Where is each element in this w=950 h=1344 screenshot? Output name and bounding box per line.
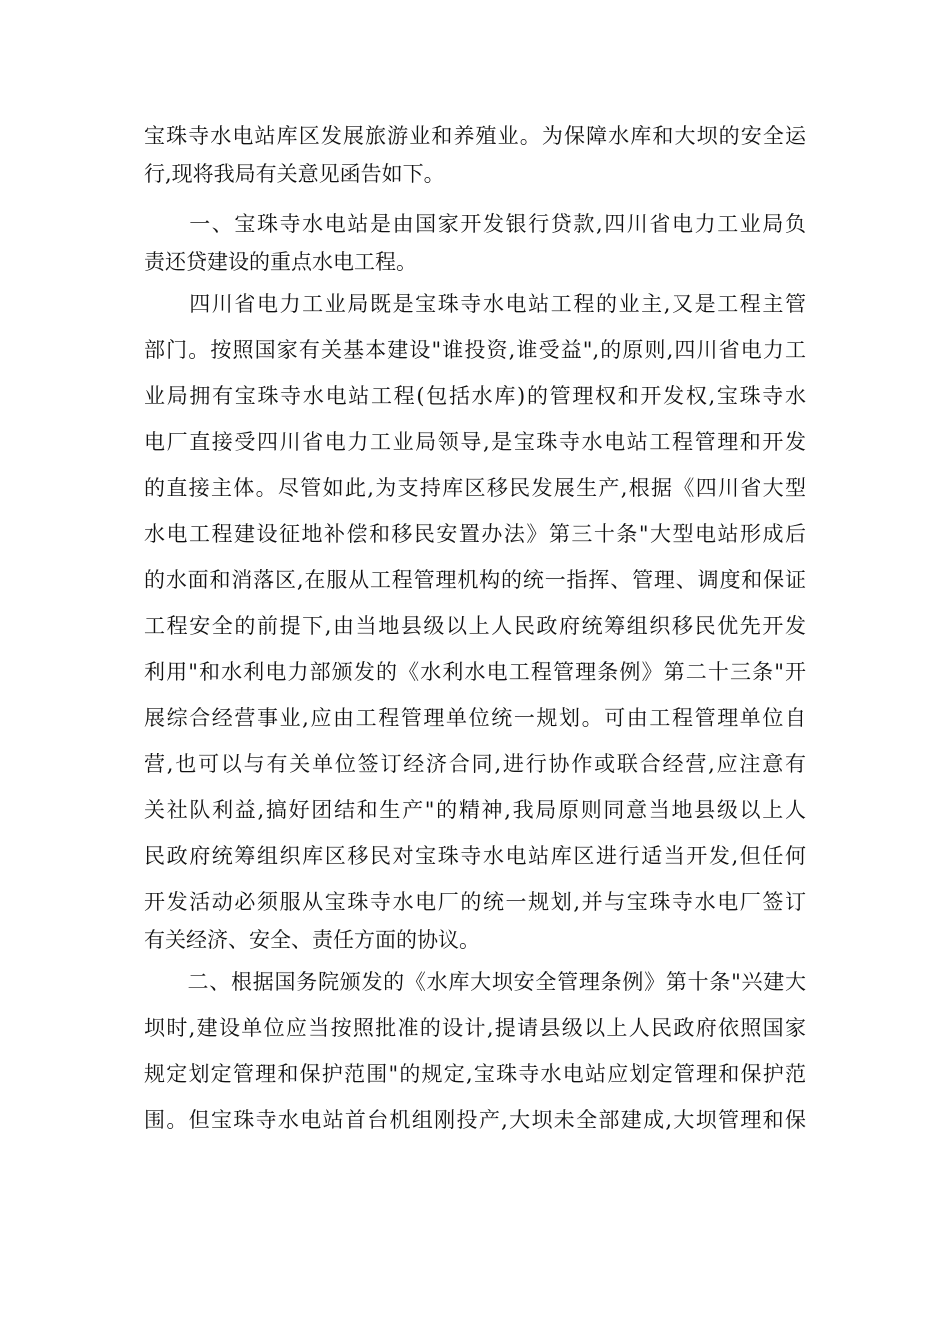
text-line: 的水面和消落区,在服从工程管理机构的统一指挥、管理、调度和保证 — [144, 568, 806, 592]
text-line: 营,也可以与有关单位签订经济合同,进行协作或联合经营,应注意有 — [144, 752, 806, 776]
text-line: 的直接主体。尽管如此,为支持库区移民发展生产,根据《四川省大型 — [144, 476, 806, 500]
text-line: 水电工程建设征地补偿和移民安置办法》第三十条"大型电站形成后 — [144, 522, 806, 546]
text-line: 规定划定管理和保护范围"的规定,宝珠寺水电站应划定管理和保护范 — [144, 1062, 806, 1086]
text-line: 业局拥有宝珠寺水电站工程(包括水库)的管理权和开发权,宝珠寺水 — [144, 384, 806, 408]
text-line: 展综合经营事业,应由工程管理单位统一规划。可由工程管理单位自 — [144, 706, 806, 730]
text-line: 利用"和水利电力部颁发的《水利水电工程管理条例》第二十三条"开 — [144, 660, 806, 684]
text-line: 电厂直接受四川省电力工业局领导,是宝珠寺水电站工程管理和开发 — [144, 430, 806, 454]
text-line: 围。但宝珠寺水电站首台机组刚投产,大坝未全部建成,大坝管理和保 — [144, 1108, 806, 1132]
text-line: 民政府统筹组织库区移民对宝珠寺水电站库区进行适当开发,但任何 — [144, 844, 806, 868]
text-line: 关社队利益,搞好团结和生产"的精神,我局原则同意当地县级以上人 — [144, 798, 806, 822]
text-line: 开发活动必须服从宝珠寺水电厂的统一规划,并与宝珠寺水电厂签订 — [144, 890, 806, 914]
text-line: 行,现将我局有关意见函告如下。 — [144, 162, 445, 186]
text-line: 一、宝珠寺水电站是由国家开发银行贷款,四川省电力工业局负 — [144, 212, 806, 236]
text-line: 部门。按照国家有关基本建设"谁投资,谁受益",的原则,四川省电力工 — [144, 338, 806, 362]
text-line: 责还贷建设的重点水电工程。 — [144, 250, 417, 274]
text-line: 坝时,建设单位应当按照批准的设计,提请县级以上人民政府依照国家 — [144, 1016, 806, 1040]
text-line: 二、根据国务院颁发的《水库大坝安全管理条例》第十条"兴建大 — [144, 970, 806, 994]
text-line: 工程安全的前提下,由当地县级以上人民政府统筹组织移民优先开发 — [144, 614, 806, 638]
text-line: 有关经济、安全、责任方面的协议。 — [144, 928, 480, 952]
text-line: 宝珠寺水电站库区发展旅游业和养殖业。为保障水库和大坝的安全运 — [144, 124, 806, 148]
text-line: 四川省电力工业局既是宝珠寺水电站工程的业主,又是工程主管 — [144, 292, 806, 316]
